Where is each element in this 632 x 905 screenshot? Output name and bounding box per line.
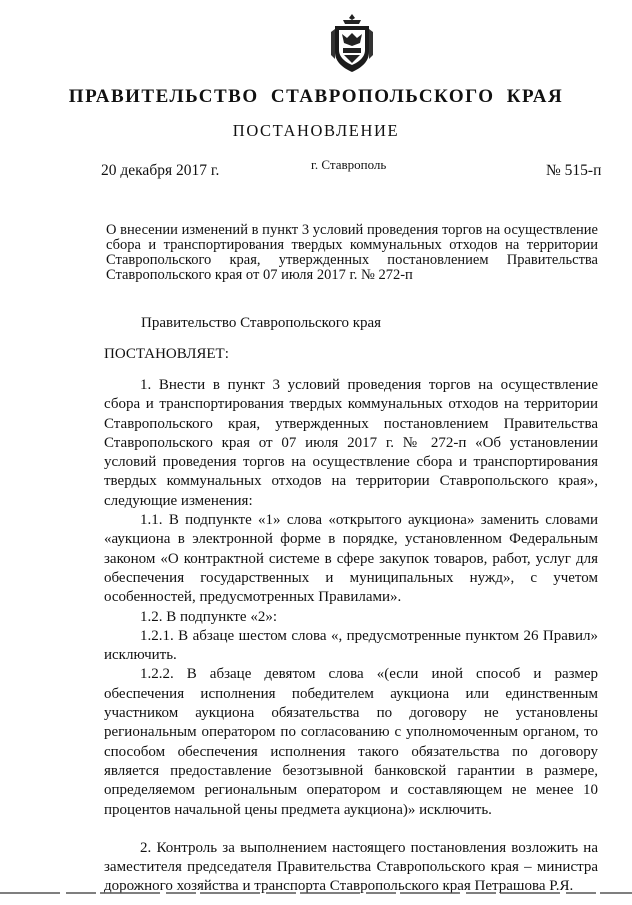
document-subject: О внесении изменений в пункт 3 условий проведения торгов на осуществление сбора и транспортирования твердых коммунальных отходов на территории Ставропольского края, утвержденных постановлением Правительства Ставропольского края от 07 июля 2017 г. № 272-п — [106, 222, 598, 283]
paragraph-1-2: 1.2. В подпункте «2»: — [140, 608, 278, 625]
document-date: 20 декабря 2017 г. — [101, 162, 220, 179]
document-number: № 515-п — [546, 162, 602, 179]
document-city: г. Ставрополь — [311, 157, 387, 172]
paragraph-1-2-2: 1.2.2. В абзаце девятом слова «(если иной способ и размер обеспечения исполнения победителем аукциона или единственным участником аукциона обязательства по договору не установлены региональным оператором по согласованию с уполномоченным органом, то способом обеспечения исполнения такого обязательства по договору является предоставление безотзывной банковской гарантии в размере, определяемом региональным оператором и составляющем не менее 10 процентов начальной цены предмета аукциона)» исключить. — [104, 666, 598, 818]
page-bottom-rule — [0, 890, 632, 896]
paragraph-1-1: 1.1. В подпункте «1» слова «открытого аукциона» заменить словами «аукциона в электронной форме в порядке, установленном Федеральным законом «О контрактной системе в сфере закупок товаров, работ, услуг для обеспечения государственных и муниципальных нужд», с учетом особенностей, предусмотренных Правилами». — [104, 512, 598, 606]
paragraph-1: 1. Внести в пункт 3 условий проведения торгов на осуществление сбора и транспортирования твердых коммунальных отходов на территории Ставропольского края, утвержденных постановлением Правительства Ставропольского края от 07 июля 2017 г. № 272-п «Об установлении условий проведения торгов на осуществление сбора и транспортирования твердых коммунальных отходов на территории Ставропольского края», следующие изменения: — [104, 377, 598, 509]
document-type: ПОСТАНОВЛЕНИЕ — [232, 121, 400, 140]
decree-body — [104, 376, 598, 897]
coat-of-arms-emblem — [329, 12, 375, 76]
organization-title: ПРАВИТЕЛЬСТВО СТАВРОПОЛЬСКОГО КРАЯ — [68, 86, 564, 107]
paragraph-2: 2. Контроль за выполнением настоящего постановления возложить на заместителя председателя Правительства Ставропольского края – министра дорожного хозяйства и транспорта Ставропольского края Петрашова Р.Я. — [104, 839, 598, 895]
paragraph-1-2-1: 1.2.1. В абзаце шестом слова «, предусмотренные пунктом 26 Правил» исключить. — [104, 627, 598, 664]
preamble-text: Правительство Ставропольского края — [141, 315, 382, 331]
decree-word: ПОСТАНОВЛЯЕТ: — [104, 346, 229, 362]
